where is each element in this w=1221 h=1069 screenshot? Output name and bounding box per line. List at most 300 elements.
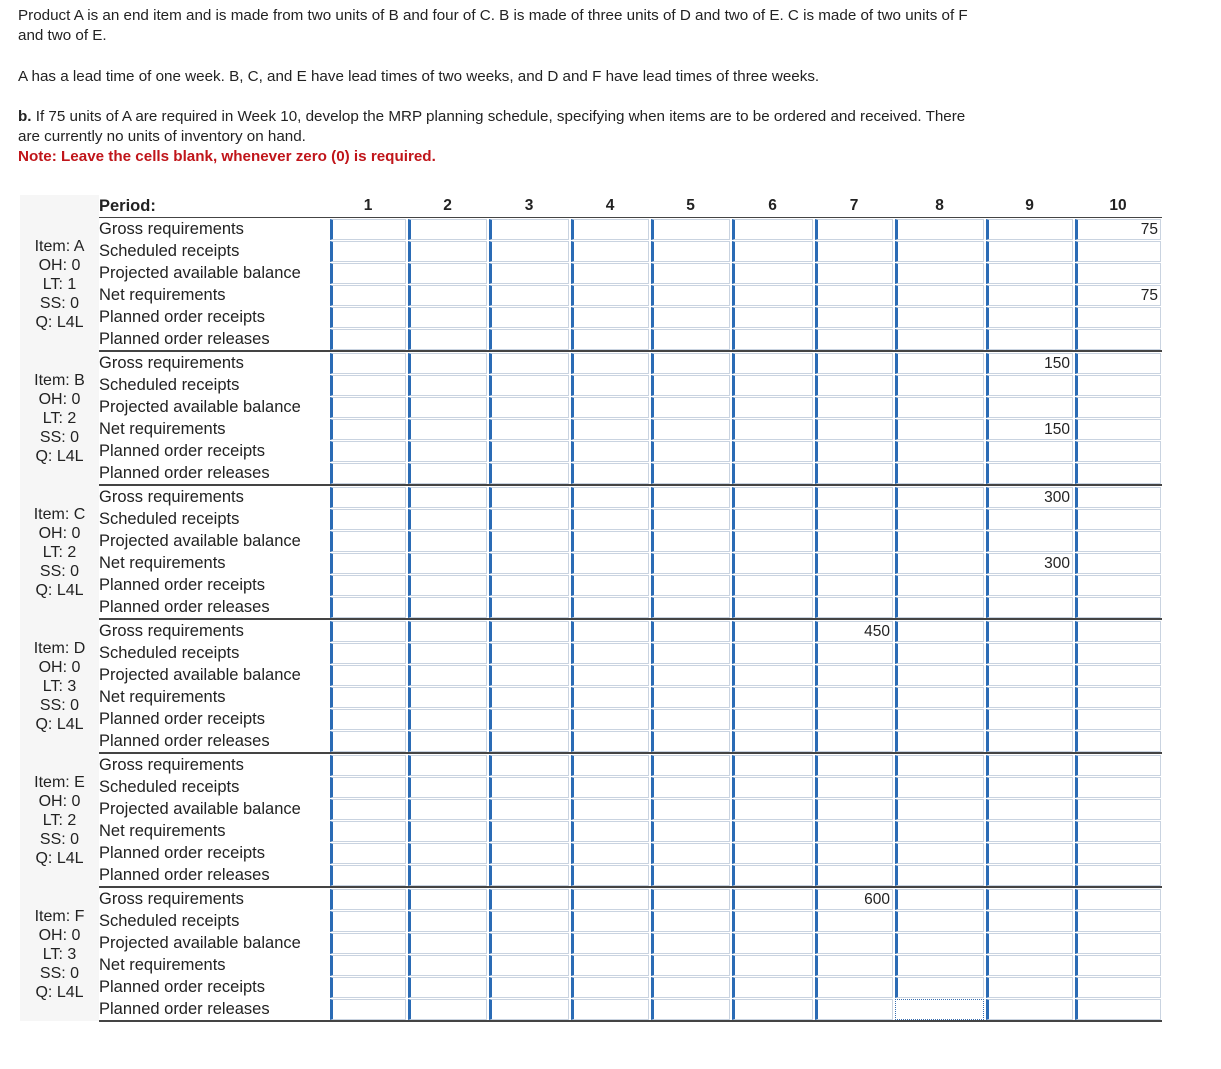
mrp-input-cell[interactable] — [408, 285, 487, 306]
mrp-input-cell[interactable] — [330, 531, 406, 552]
mrp-input-cell[interactable] — [489, 643, 569, 664]
mrp-input-cell[interactable] — [489, 575, 569, 596]
mrp-input-cell[interactable] — [895, 285, 984, 306]
mrp-input-cell[interactable] — [651, 441, 730, 462]
mrp-input-cell[interactable] — [815, 285, 893, 306]
mrp-input-cell[interactable] — [651, 687, 730, 708]
mrp-input-cell[interactable] — [489, 933, 569, 954]
mrp-input-cell[interactable] — [408, 999, 487, 1020]
mrp-input-cell[interactable] — [895, 687, 984, 708]
mrp-input-cell[interactable] — [651, 889, 730, 910]
mrp-input-cell[interactable] — [408, 419, 487, 440]
mrp-input-cell[interactable] — [895, 487, 984, 508]
mrp-input-cell[interactable] — [1075, 977, 1161, 998]
mrp-input-cell[interactable] — [571, 821, 649, 842]
mrp-input-cell[interactable] — [571, 375, 649, 396]
mrp-input-cell[interactable] — [330, 553, 406, 574]
mrp-input-cell[interactable] — [986, 821, 1073, 842]
mrp-input-cell[interactable] — [330, 777, 406, 798]
mrp-input-cell[interactable] — [571, 241, 649, 262]
mrp-input-cell[interactable] — [408, 463, 487, 484]
mrp-input-cell[interactable] — [408, 575, 487, 596]
mrp-input-cell[interactable] — [986, 531, 1073, 552]
mrp-input-cell[interactable] — [732, 687, 813, 708]
mrp-input-cell[interactable] — [815, 263, 893, 284]
mrp-input-cell[interactable] — [651, 911, 730, 932]
mrp-input-cell[interactable] — [986, 755, 1073, 776]
mrp-input-cell[interactable] — [651, 375, 730, 396]
mrp-input-cell[interactable] — [732, 463, 813, 484]
mrp-input-cell[interactable] — [489, 487, 569, 508]
mrp-input-cell[interactable] — [1075, 799, 1161, 820]
mrp-input-cell[interactable] — [732, 397, 813, 418]
mrp-input-cell[interactable] — [732, 597, 813, 618]
mrp-input-cell[interactable] — [571, 219, 649, 240]
mrp-input-cell[interactable] — [986, 687, 1073, 708]
mrp-input-cell[interactable] — [895, 777, 984, 798]
mrp-input-cell[interactable] — [986, 731, 1073, 752]
mrp-input-cell[interactable] — [815, 643, 893, 664]
mrp-input-cell[interactable] — [815, 709, 893, 730]
mrp-input-cell[interactable] — [986, 843, 1073, 864]
mrp-input-cell[interactable] — [815, 531, 893, 552]
mrp-input-cell[interactable] — [815, 755, 893, 776]
mrp-input-cell[interactable] — [651, 865, 730, 886]
mrp-input-cell[interactable] — [815, 575, 893, 596]
mrp-input-cell[interactable] — [651, 553, 730, 574]
mrp-input-cell[interactable] — [330, 665, 406, 686]
mrp-input-cell[interactable] — [732, 843, 813, 864]
mrp-input-cell[interactable] — [895, 241, 984, 262]
mrp-input-cell[interactable] — [651, 419, 730, 440]
mrp-input-cell[interactable] — [1075, 999, 1161, 1020]
mrp-input-cell[interactable] — [571, 911, 649, 932]
mrp-input-cell[interactable] — [895, 731, 984, 752]
mrp-input-cell[interactable] — [571, 643, 649, 664]
mrp-input-cell[interactable] — [330, 709, 406, 730]
mrp-input-cell[interactable] — [732, 531, 813, 552]
mrp-input-cell[interactable] — [408, 531, 487, 552]
mrp-input-cell[interactable] — [571, 397, 649, 418]
mrp-input-cell[interactable] — [1075, 397, 1161, 418]
mrp-input-cell[interactable] — [571, 531, 649, 552]
mrp-input-cell[interactable] — [895, 441, 984, 462]
mrp-input-cell[interactable] — [330, 307, 406, 328]
mrp-input-cell[interactable]: 150 — [986, 353, 1073, 374]
mrp-input-cell[interactable] — [986, 889, 1073, 910]
mrp-input-cell[interactable] — [895, 843, 984, 864]
mrp-input-cell[interactable] — [986, 375, 1073, 396]
mrp-input-cell[interactable] — [986, 911, 1073, 932]
mrp-input-cell[interactable] — [408, 889, 487, 910]
mrp-input-cell[interactable] — [986, 219, 1073, 240]
mrp-input-cell[interactable] — [986, 865, 1073, 886]
mrp-input-cell[interactable] — [571, 709, 649, 730]
mrp-input-cell[interactable] — [986, 397, 1073, 418]
mrp-input-cell[interactable] — [895, 643, 984, 664]
mrp-input-cell[interactable] — [1075, 933, 1161, 954]
mrp-input-cell[interactable]: 600 — [815, 889, 893, 910]
mrp-input-cell[interactable] — [651, 307, 730, 328]
mrp-input-cell[interactable] — [1075, 487, 1161, 508]
mrp-input-cell[interactable]: 300 — [986, 553, 1073, 574]
mrp-input-cell[interactable] — [732, 285, 813, 306]
mrp-input-cell[interactable] — [651, 597, 730, 618]
mrp-input-cell[interactable] — [571, 731, 649, 752]
mrp-input-cell[interactable] — [408, 843, 487, 864]
mrp-input-cell[interactable] — [571, 999, 649, 1020]
mrp-input-cell[interactable] — [815, 597, 893, 618]
mrp-input-cell[interactable] — [895, 553, 984, 574]
mrp-input-cell[interactable] — [408, 933, 487, 954]
mrp-input-cell[interactable] — [986, 241, 1073, 262]
mrp-input-cell[interactable] — [986, 441, 1073, 462]
mrp-input-cell[interactable] — [330, 441, 406, 462]
mrp-input-cell[interactable] — [815, 933, 893, 954]
mrp-input-cell[interactable] — [651, 263, 730, 284]
mrp-input-cell[interactable] — [815, 219, 893, 240]
mrp-input-cell[interactable] — [815, 307, 893, 328]
mrp-input-cell[interactable] — [408, 375, 487, 396]
mrp-input-cell[interactable] — [1075, 643, 1161, 664]
mrp-input-cell[interactable] — [651, 933, 730, 954]
mrp-input-cell[interactable] — [732, 911, 813, 932]
mrp-input-cell[interactable] — [408, 799, 487, 820]
mrp-input-cell[interactable] — [815, 509, 893, 530]
mrp-input-cell[interactable] — [895, 933, 984, 954]
mrp-input-cell[interactable] — [732, 263, 813, 284]
mrp-input-cell[interactable] — [895, 597, 984, 618]
mrp-input-cell[interactable] — [986, 329, 1073, 350]
mrp-input-cell[interactable] — [732, 509, 813, 530]
mrp-input-cell[interactable] — [571, 865, 649, 886]
mrp-input-cell[interactable] — [408, 977, 487, 998]
mrp-input-cell[interactable] — [1075, 329, 1161, 350]
mrp-input-cell[interactable] — [330, 955, 406, 976]
mrp-input-cell[interactable] — [895, 889, 984, 910]
mrp-input-cell[interactable] — [330, 755, 406, 776]
mrp-input-cell[interactable] — [732, 329, 813, 350]
mrp-input-cell[interactable] — [651, 843, 730, 864]
mrp-input-cell[interactable] — [571, 843, 649, 864]
mrp-input-cell[interactable] — [571, 933, 649, 954]
mrp-input-cell[interactable] — [815, 911, 893, 932]
mrp-input-cell[interactable] — [651, 241, 730, 262]
mrp-input-cell[interactable] — [895, 955, 984, 976]
mrp-input-cell[interactable] — [986, 621, 1073, 642]
mrp-input-cell[interactable] — [651, 799, 730, 820]
mrp-input-cell[interactable] — [489, 865, 569, 886]
mrp-input-cell[interactable] — [651, 575, 730, 596]
mrp-input-cell[interactable] — [895, 219, 984, 240]
mrp-input-cell[interactable] — [408, 353, 487, 374]
mrp-input-cell[interactable] — [1075, 889, 1161, 910]
mrp-input-cell[interactable] — [815, 821, 893, 842]
mrp-input-cell[interactable] — [1075, 621, 1161, 642]
mrp-input-cell[interactable] — [732, 755, 813, 776]
mrp-input-cell[interactable] — [651, 665, 730, 686]
mrp-input-cell[interactable] — [986, 999, 1073, 1020]
mrp-input-cell[interactable] — [330, 865, 406, 886]
mrp-input-cell[interactable]: 450 — [815, 621, 893, 642]
mrp-input-cell[interactable] — [732, 375, 813, 396]
mrp-input-cell[interactable] — [1075, 665, 1161, 686]
mrp-input-cell[interactable] — [330, 687, 406, 708]
mrp-input-cell[interactable] — [571, 263, 649, 284]
mrp-input-cell[interactable] — [408, 687, 487, 708]
mrp-input-cell[interactable] — [489, 241, 569, 262]
mrp-input-cell[interactable] — [571, 955, 649, 976]
mrp-input-cell[interactable] — [815, 665, 893, 686]
mrp-input-cell[interactable] — [571, 799, 649, 820]
mrp-input-cell[interactable] — [489, 329, 569, 350]
mrp-input-cell[interactable] — [571, 463, 649, 484]
mrp-input-cell[interactable] — [651, 755, 730, 776]
mrp-input-cell[interactable] — [408, 397, 487, 418]
mrp-input-cell[interactable] — [571, 575, 649, 596]
mrp-input-cell[interactable] — [1075, 509, 1161, 530]
mrp-input-cell[interactable] — [651, 509, 730, 530]
mrp-input-cell[interactable] — [1075, 731, 1161, 752]
mrp-input-cell[interactable] — [408, 263, 487, 284]
mrp-input-cell[interactable] — [1075, 911, 1161, 932]
mrp-input-cell[interactable] — [815, 375, 893, 396]
mrp-input-cell[interactable] — [408, 307, 487, 328]
mrp-input-cell[interactable] — [895, 999, 984, 1020]
mrp-input-cell[interactable]: 300 — [986, 487, 1073, 508]
mrp-input-cell[interactable] — [986, 977, 1073, 998]
mrp-input-cell[interactable] — [815, 441, 893, 462]
mrp-input-cell[interactable] — [1075, 241, 1161, 262]
mrp-input-cell[interactable] — [489, 755, 569, 776]
mrp-input-cell[interactable] — [330, 843, 406, 864]
mrp-input-cell[interactable] — [651, 977, 730, 998]
mrp-input-cell[interactable] — [571, 285, 649, 306]
mrp-input-cell[interactable] — [489, 889, 569, 910]
mrp-input-cell[interactable] — [815, 999, 893, 1020]
mrp-input-cell[interactable] — [815, 329, 893, 350]
mrp-input-cell[interactable] — [895, 821, 984, 842]
mrp-input-cell[interactable] — [571, 597, 649, 618]
mrp-input-cell[interactable] — [895, 531, 984, 552]
mrp-input-cell[interactable] — [571, 777, 649, 798]
mrp-input-cell[interactable] — [1075, 755, 1161, 776]
mrp-input-cell[interactable] — [1075, 575, 1161, 596]
mrp-input-cell[interactable] — [330, 575, 406, 596]
mrp-input-cell[interactable] — [895, 419, 984, 440]
mrp-input-cell[interactable] — [1075, 375, 1161, 396]
mrp-input-cell[interactable] — [815, 865, 893, 886]
mrp-input-cell[interactable] — [1075, 709, 1161, 730]
mrp-input-cell[interactable] — [408, 755, 487, 776]
mrp-input-cell[interactable] — [489, 799, 569, 820]
mrp-input-cell[interactable] — [1075, 463, 1161, 484]
mrp-input-cell[interactable] — [815, 241, 893, 262]
mrp-input-cell[interactable] — [732, 621, 813, 642]
mrp-input-cell[interactable] — [408, 665, 487, 686]
mrp-input-cell[interactable] — [815, 419, 893, 440]
mrp-input-cell[interactable] — [408, 709, 487, 730]
mrp-input-cell[interactable] — [895, 575, 984, 596]
mrp-input-cell[interactable] — [489, 687, 569, 708]
mrp-input-cell[interactable] — [571, 353, 649, 374]
mrp-input-cell[interactable] — [408, 643, 487, 664]
mrp-input-cell[interactable] — [651, 999, 730, 1020]
mrp-input-cell[interactable] — [986, 665, 1073, 686]
mrp-input-cell[interactable] — [986, 285, 1073, 306]
mrp-input-cell[interactable] — [330, 263, 406, 284]
mrp-input-cell[interactable] — [330, 977, 406, 998]
mrp-input-cell[interactable] — [330, 463, 406, 484]
mrp-input-cell[interactable] — [571, 307, 649, 328]
mrp-input-cell[interactable] — [895, 709, 984, 730]
mrp-input-cell[interactable] — [895, 621, 984, 642]
mrp-input-cell[interactable] — [408, 911, 487, 932]
mrp-input-cell[interactable] — [651, 285, 730, 306]
mrp-input-cell[interactable] — [732, 553, 813, 574]
mrp-input-cell[interactable] — [408, 241, 487, 262]
mrp-input-cell[interactable] — [489, 509, 569, 530]
mrp-input-cell[interactable] — [489, 553, 569, 574]
mrp-input-cell[interactable] — [330, 241, 406, 262]
mrp-input-cell[interactable] — [651, 463, 730, 484]
mrp-input-cell[interactable] — [408, 821, 487, 842]
mrp-input-cell[interactable] — [489, 219, 569, 240]
mrp-input-cell[interactable] — [732, 575, 813, 596]
mrp-input-cell[interactable] — [489, 419, 569, 440]
mrp-input-cell[interactable] — [489, 977, 569, 998]
mrp-input-cell[interactable] — [330, 799, 406, 820]
mrp-input-cell[interactable] — [732, 821, 813, 842]
mrp-input-cell[interactable] — [651, 821, 730, 842]
mrp-input-cell[interactable] — [489, 375, 569, 396]
mrp-input-cell[interactable] — [986, 263, 1073, 284]
mrp-input-cell[interactable] — [986, 575, 1073, 596]
mrp-input-cell[interactable] — [489, 353, 569, 374]
mrp-input-cell[interactable] — [895, 977, 984, 998]
mrp-input-cell[interactable] — [408, 329, 487, 350]
mrp-input-cell[interactable] — [489, 821, 569, 842]
mrp-input-cell[interactable] — [571, 441, 649, 462]
mrp-input-cell[interactable] — [732, 933, 813, 954]
mrp-input-cell[interactable] — [815, 955, 893, 976]
mrp-input-cell[interactable] — [330, 911, 406, 932]
mrp-input-cell[interactable] — [986, 955, 1073, 976]
mrp-input-cell[interactable] — [986, 933, 1073, 954]
mrp-input-cell[interactable] — [732, 999, 813, 1020]
mrp-input-cell[interactable] — [489, 285, 569, 306]
mrp-input-cell[interactable] — [330, 933, 406, 954]
mrp-input-cell[interactable] — [732, 955, 813, 976]
mrp-input-cell[interactable] — [489, 709, 569, 730]
mrp-input-cell[interactable] — [986, 463, 1073, 484]
mrp-input-cell[interactable] — [330, 397, 406, 418]
mrp-input-cell[interactable] — [408, 487, 487, 508]
mrp-input-cell[interactable] — [571, 621, 649, 642]
mrp-input-cell[interactable] — [330, 219, 406, 240]
mrp-input-cell[interactable] — [732, 241, 813, 262]
mrp-input-cell[interactable] — [571, 665, 649, 686]
mrp-input-cell[interactable] — [1075, 263, 1161, 284]
mrp-input-cell[interactable] — [1075, 955, 1161, 976]
mrp-input-cell[interactable] — [732, 799, 813, 820]
mrp-input-cell[interactable] — [489, 999, 569, 1020]
mrp-input-cell[interactable] — [895, 397, 984, 418]
mrp-input-cell[interactable] — [732, 419, 813, 440]
mrp-input-cell[interactable] — [732, 441, 813, 462]
mrp-input-cell[interactable] — [408, 553, 487, 574]
mrp-input-cell[interactable] — [489, 911, 569, 932]
mrp-input-cell[interactable] — [895, 353, 984, 374]
mrp-input-cell[interactable] — [815, 463, 893, 484]
mrp-input-cell[interactable] — [895, 755, 984, 776]
mrp-input-cell[interactable] — [732, 889, 813, 910]
mrp-input-cell[interactable] — [732, 709, 813, 730]
mrp-input-cell[interactable] — [1075, 597, 1161, 618]
mrp-input-cell[interactable] — [815, 777, 893, 798]
mrp-input-cell[interactable] — [895, 329, 984, 350]
mrp-input-cell[interactable] — [651, 219, 730, 240]
mrp-input-cell[interactable] — [815, 799, 893, 820]
mrp-input-cell[interactable] — [330, 375, 406, 396]
mrp-input-cell[interactable] — [571, 487, 649, 508]
mrp-input-cell[interactable] — [489, 463, 569, 484]
mrp-input-cell[interactable] — [489, 621, 569, 642]
mrp-input-cell[interactable] — [408, 731, 487, 752]
mrp-input-cell[interactable] — [330, 353, 406, 374]
mrp-input-cell[interactable]: 150 — [986, 419, 1073, 440]
mrp-input-cell[interactable] — [330, 285, 406, 306]
mrp-input-cell[interactable] — [1075, 419, 1161, 440]
mrp-input-cell[interactable] — [815, 731, 893, 752]
mrp-input-cell[interactable] — [489, 597, 569, 618]
mrp-input-cell[interactable] — [732, 865, 813, 886]
mrp-input-cell[interactable] — [895, 307, 984, 328]
mrp-input-cell[interactable] — [408, 955, 487, 976]
mrp-input-cell[interactable] — [815, 843, 893, 864]
mrp-input-cell[interactable] — [651, 621, 730, 642]
mrp-input-cell[interactable] — [732, 731, 813, 752]
mrp-input-cell[interactable]: 75 — [1075, 219, 1161, 240]
mrp-input-cell[interactable] — [815, 687, 893, 708]
mrp-input-cell[interactable] — [815, 487, 893, 508]
mrp-input-cell[interactable] — [1075, 865, 1161, 886]
mrp-input-cell[interactable] — [330, 419, 406, 440]
mrp-input-cell[interactable] — [489, 955, 569, 976]
mrp-input-cell[interactable] — [815, 353, 893, 374]
mrp-input-cell[interactable] — [732, 977, 813, 998]
mrp-input-cell[interactable] — [1075, 821, 1161, 842]
mrp-input-cell[interactable] — [732, 487, 813, 508]
mrp-input-cell[interactable] — [571, 977, 649, 998]
mrp-input-cell[interactable] — [571, 419, 649, 440]
mrp-input-cell[interactable] — [895, 263, 984, 284]
mrp-input-cell[interactable] — [732, 219, 813, 240]
mrp-input-cell[interactable] — [986, 597, 1073, 618]
mrp-input-cell[interactable] — [651, 531, 730, 552]
mrp-input-cell[interactable] — [815, 977, 893, 998]
mrp-input-cell[interactable] — [571, 687, 649, 708]
mrp-input-cell[interactable] — [330, 999, 406, 1020]
mrp-input-cell[interactable] — [651, 353, 730, 374]
mrp-input-cell[interactable] — [732, 777, 813, 798]
mrp-input-cell[interactable] — [1075, 777, 1161, 798]
mrp-input-cell[interactable] — [732, 353, 813, 374]
mrp-input-cell[interactable] — [1075, 307, 1161, 328]
mrp-input-cell[interactable] — [330, 821, 406, 842]
mrp-input-cell[interactable] — [1075, 553, 1161, 574]
mrp-input-cell[interactable] — [408, 597, 487, 618]
